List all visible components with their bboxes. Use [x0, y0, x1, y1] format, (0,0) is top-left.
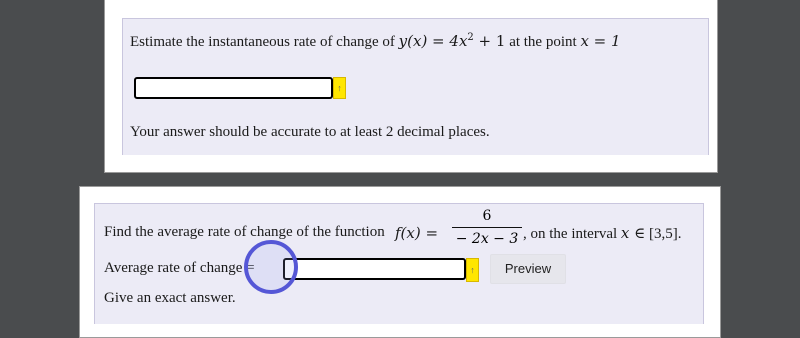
q2-numerator: 6: [482, 208, 492, 224]
q1-hint-icon[interactable]: ↑: [333, 77, 346, 99]
q1-prompt-before: Estimate the instantaneous rate of change of: [130, 34, 399, 50]
q2-interval-value: [3,5].: [645, 226, 682, 242]
q1-accuracy-note: Your answer should be accurate to at least 2 decimal places.: [130, 124, 490, 140]
q2-answer-input[interactable]: [283, 258, 466, 280]
q1-prompt: [130, 32, 621, 51]
q2-interval-var: x ∈: [620, 224, 646, 242]
q1-exponent: 2: [467, 32, 474, 43]
q2-prompt-after: , on the interval: [523, 226, 621, 242]
q1-function: y(x) = 4x: [398, 32, 468, 50]
question-card-2: [79, 186, 721, 338]
q2-answer-label: Average rate of change =: [104, 260, 255, 276]
q1-function-tail: + 1: [473, 32, 506, 50]
q2-fraction-bar: [452, 227, 522, 228]
q2-interval: [523, 224, 681, 243]
q2-fraction: [452, 208, 522, 247]
question-card-1: [104, 0, 718, 173]
preview-button[interactable]: Preview: [490, 254, 566, 284]
question-panel-1: [122, 18, 709, 155]
q2-prompt-before: Find the average rate of change of the function: [104, 224, 385, 240]
q1-point: x = 1: [580, 32, 621, 50]
q2-denominator: − 2x − 3: [455, 231, 519, 247]
q1-answer-input[interactable]: [134, 77, 333, 99]
q1-prompt-mid: at the point: [505, 34, 581, 50]
q2-exact-note: Give an exact answer.: [104, 290, 236, 306]
question-panel-2: [94, 203, 704, 324]
q2-hint-icon[interactable]: ↑: [466, 258, 479, 282]
q2-function-lhs: f(x) =: [395, 224, 439, 242]
click-indicator-ring: [244, 240, 298, 294]
